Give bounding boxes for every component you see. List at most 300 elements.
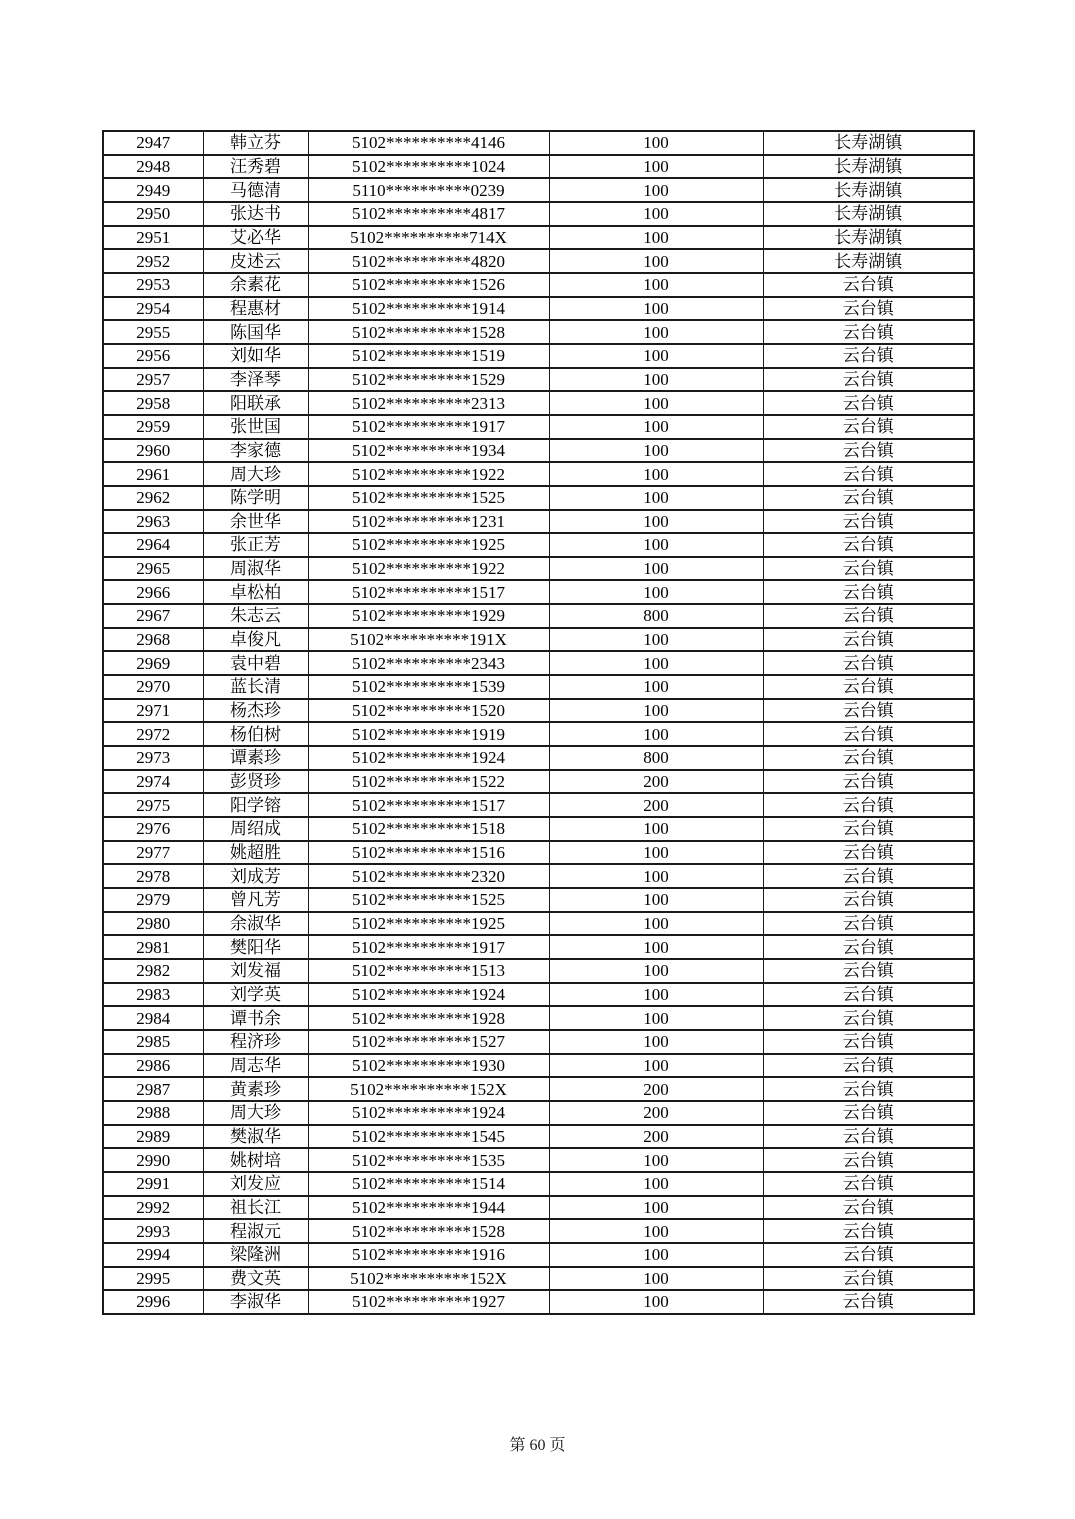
serial-number-cell: 2992: [103, 1196, 203, 1220]
id-number-cell: 5102**********1922: [308, 557, 549, 581]
amount-cell: 100: [549, 533, 763, 557]
name-cell: 黄素珍: [203, 1077, 308, 1101]
serial-number-cell: 2993: [103, 1219, 203, 1243]
serial-number-cell: 2976: [103, 817, 203, 841]
amount-cell: 100: [549, 415, 763, 439]
serial-number-cell: 2986: [103, 1054, 203, 1078]
serial-number-cell: 2989: [103, 1125, 203, 1149]
name-cell: 张世国: [203, 415, 308, 439]
serial-number-cell: 2978: [103, 864, 203, 888]
id-number-cell: 5102**********1944: [308, 1196, 549, 1220]
name-cell: 谭素珍: [203, 746, 308, 770]
amount-cell: 100: [549, 249, 763, 273]
table-row: [103, 817, 974, 841]
name-cell: 韩立芬: [203, 131, 308, 155]
serial-number-cell: 2956: [103, 344, 203, 368]
table-row: [103, 486, 974, 510]
town-cell: 云台镇: [763, 391, 974, 415]
table-row: [103, 249, 974, 273]
table-row: [103, 959, 974, 983]
name-cell: 皮述云: [203, 249, 308, 273]
amount-cell: 100: [549, 297, 763, 321]
name-cell: 梁隆洲: [203, 1243, 308, 1267]
id-number-cell: 5102**********1916: [308, 1243, 549, 1267]
town-cell: 云台镇: [763, 1148, 974, 1172]
amount-cell: 100: [549, 557, 763, 581]
id-number-cell: 5102**********1525: [308, 486, 549, 510]
id-number-cell: 5102**********1934: [308, 439, 549, 463]
id-number-cell: 5102**********1930: [308, 1054, 549, 1078]
town-cell: 云台镇: [763, 462, 974, 486]
name-cell: 周志华: [203, 1054, 308, 1078]
table-row: [103, 178, 974, 202]
id-number-cell: 5102**********191X: [308, 628, 549, 652]
id-number-cell: 5102**********1917: [308, 415, 549, 439]
town-cell: 云台镇: [763, 320, 974, 344]
serial-number-cell: 2949: [103, 178, 203, 202]
town-cell: 云台镇: [763, 486, 974, 510]
name-cell: 费文英: [203, 1267, 308, 1291]
table-row: [103, 202, 974, 226]
amount-cell: 100: [549, 675, 763, 699]
amount-cell: 100: [549, 1267, 763, 1291]
name-cell: 杨伯树: [203, 722, 308, 746]
amount-cell: 100: [549, 699, 763, 723]
id-number-cell: 5102**********1522: [308, 770, 549, 794]
town-cell: 云台镇: [763, 628, 974, 652]
id-number-cell: 5102**********1927: [308, 1290, 549, 1314]
id-number-cell: 5102**********1928: [308, 1006, 549, 1030]
table-row: [103, 320, 974, 344]
amount-cell: 100: [549, 1030, 763, 1054]
name-cell: 卓俊凡: [203, 628, 308, 652]
amount-cell: 100: [549, 439, 763, 463]
id-number-cell: 5110**********0239: [308, 178, 549, 202]
id-number-cell: 5102**********2320: [308, 864, 549, 888]
table-row: [103, 391, 974, 415]
serial-number-cell: 2959: [103, 415, 203, 439]
amount-cell: 100: [549, 912, 763, 936]
table-row: [103, 368, 974, 392]
name-cell: 张达书: [203, 202, 308, 226]
table-row: [103, 1290, 974, 1314]
serial-number-cell: 2963: [103, 510, 203, 534]
id-number-cell: 5102**********1516: [308, 841, 549, 865]
table-row: [103, 1243, 974, 1267]
town-cell: 云台镇: [763, 1101, 974, 1125]
amount-cell: 100: [549, 1054, 763, 1078]
town-cell: 云台镇: [763, 1172, 974, 1196]
serial-number-cell: 2968: [103, 628, 203, 652]
serial-number-cell: 2971: [103, 699, 203, 723]
serial-number-cell: 2957: [103, 368, 203, 392]
amount-cell: 100: [549, 344, 763, 368]
name-cell: 朱志云: [203, 604, 308, 628]
id-number-cell: 5102**********1535: [308, 1148, 549, 1172]
town-cell: 云台镇: [763, 297, 974, 321]
amount-cell: 100: [549, 888, 763, 912]
amount-cell: 200: [549, 1101, 763, 1125]
id-number-cell: 5102**********1929: [308, 604, 549, 628]
name-cell: 姚树培: [203, 1148, 308, 1172]
table-row: [103, 344, 974, 368]
id-number-cell: 5102**********2313: [308, 391, 549, 415]
name-cell: 蓝长清: [203, 675, 308, 699]
town-cell: 云台镇: [763, 1267, 974, 1291]
serial-number-cell: 2967: [103, 604, 203, 628]
table-row: [103, 864, 974, 888]
table-row: [103, 699, 974, 723]
table-row: [103, 131, 974, 155]
table-row: [103, 557, 974, 581]
id-number-cell: 5102**********1545: [308, 1125, 549, 1149]
serial-number-cell: 2973: [103, 746, 203, 770]
town-cell: 云台镇: [763, 793, 974, 817]
name-cell: 程济珍: [203, 1030, 308, 1054]
name-cell: 陈国华: [203, 320, 308, 344]
serial-number-cell: 2991: [103, 1172, 203, 1196]
amount-cell: 100: [549, 462, 763, 486]
town-cell: 云台镇: [763, 722, 974, 746]
id-number-cell: 5102**********1231: [308, 510, 549, 534]
id-number-cell: 5102**********1925: [308, 533, 549, 557]
name-cell: 刘学英: [203, 983, 308, 1007]
table-row: [103, 155, 974, 179]
town-cell: 云台镇: [763, 1006, 974, 1030]
id-number-cell: 5102**********1024: [308, 155, 549, 179]
amount-cell: 100: [549, 651, 763, 675]
amount-cell: 100: [549, 1290, 763, 1314]
serial-number-cell: 2965: [103, 557, 203, 581]
id-number-cell: 5102**********1529: [308, 368, 549, 392]
town-cell: 云台镇: [763, 817, 974, 841]
id-number-cell: 5102**********1919: [308, 722, 549, 746]
table-row: [103, 1030, 974, 1054]
id-number-cell: 5102**********1517: [308, 793, 549, 817]
name-cell: 曾凡芳: [203, 888, 308, 912]
id-number-cell: 5102**********1922: [308, 462, 549, 486]
serial-number-cell: 2996: [103, 1290, 203, 1314]
table-row: [103, 793, 974, 817]
name-cell: 袁中碧: [203, 651, 308, 675]
name-cell: 李淑华: [203, 1290, 308, 1314]
serial-number-cell: 2994: [103, 1243, 203, 1267]
name-cell: 余素花: [203, 273, 308, 297]
serial-number-cell: 2966: [103, 580, 203, 604]
town-cell: 长寿湖镇: [763, 178, 974, 202]
amount-cell: 800: [549, 746, 763, 770]
amount-cell: 200: [549, 770, 763, 794]
records-table-body: [103, 131, 974, 1314]
town-cell: 云台镇: [763, 580, 974, 604]
town-cell: 云台镇: [763, 1077, 974, 1101]
serial-number-cell: 2982: [103, 959, 203, 983]
town-cell: 云台镇: [763, 888, 974, 912]
town-cell: 云台镇: [763, 841, 974, 865]
name-cell: 刘成芳: [203, 864, 308, 888]
amount-cell: 100: [549, 580, 763, 604]
table-row: [103, 841, 974, 865]
amount-cell: 200: [549, 793, 763, 817]
amount-cell: 100: [549, 935, 763, 959]
name-cell: 周淑华: [203, 557, 308, 581]
id-number-cell: 5102**********152X: [308, 1267, 549, 1291]
amount-cell: 100: [549, 202, 763, 226]
amount-cell: 100: [549, 131, 763, 155]
name-cell: 樊淑华: [203, 1125, 308, 1149]
town-cell: 云台镇: [763, 344, 974, 368]
name-cell: 程淑元: [203, 1219, 308, 1243]
amount-cell: 100: [549, 178, 763, 202]
table-row: [103, 651, 974, 675]
town-cell: 云台镇: [763, 439, 974, 463]
serial-number-cell: 2990: [103, 1148, 203, 1172]
table-row: [103, 462, 974, 486]
page-number-footer: 第 60 页: [509, 1437, 566, 1454]
amount-cell: 100: [549, 368, 763, 392]
table-row: [103, 770, 974, 794]
serial-number-cell: 2950: [103, 202, 203, 226]
id-number-cell: 5102**********1527: [308, 1030, 549, 1054]
amount-cell: 800: [549, 604, 763, 628]
name-cell: 李泽琴: [203, 368, 308, 392]
serial-number-cell: 2985: [103, 1030, 203, 1054]
name-cell: 程惠材: [203, 297, 308, 321]
amount-cell: 100: [549, 320, 763, 344]
name-cell: 刘发福: [203, 959, 308, 983]
town-cell: 云台镇: [763, 1054, 974, 1078]
serial-number-cell: 2975: [103, 793, 203, 817]
name-cell: 周大珍: [203, 462, 308, 486]
name-cell: 卓松柏: [203, 580, 308, 604]
amount-cell: 100: [549, 722, 763, 746]
serial-number-cell: 2960: [103, 439, 203, 463]
serial-number-cell: 2970: [103, 675, 203, 699]
town-cell: 长寿湖镇: [763, 202, 974, 226]
id-number-cell: 5102**********1513: [308, 959, 549, 983]
name-cell: 周绍成: [203, 817, 308, 841]
town-cell: 云台镇: [763, 983, 974, 1007]
name-cell: 余淑华: [203, 912, 308, 936]
table-row: [103, 510, 974, 534]
id-number-cell: 5102**********714X: [308, 226, 549, 250]
table-row: [103, 1196, 974, 1220]
name-cell: 刘发应: [203, 1172, 308, 1196]
town-cell: 云台镇: [763, 557, 974, 581]
name-cell: 谭书余: [203, 1006, 308, 1030]
name-cell: 周大珍: [203, 1101, 308, 1125]
serial-number-cell: 2980: [103, 912, 203, 936]
table-row: [103, 273, 974, 297]
table-row: [103, 1172, 974, 1196]
town-cell: 云台镇: [763, 959, 974, 983]
serial-number-cell: 2953: [103, 273, 203, 297]
town-cell: 云台镇: [763, 368, 974, 392]
id-number-cell: 5102**********1924: [308, 983, 549, 1007]
table-row: [103, 888, 974, 912]
amount-cell: 100: [549, 510, 763, 534]
id-number-cell: 5102**********4820: [308, 249, 549, 273]
table-row: [103, 628, 974, 652]
table-row: [103, 297, 974, 321]
id-number-cell: 5102**********1914: [308, 297, 549, 321]
name-cell: 张正芳: [203, 533, 308, 557]
table-row: [103, 675, 974, 699]
amount-cell: 200: [549, 1077, 763, 1101]
amount-cell: 100: [549, 155, 763, 179]
amount-cell: 100: [549, 1148, 763, 1172]
amount-cell: 200: [549, 1125, 763, 1149]
serial-number-cell: 2974: [103, 770, 203, 794]
name-cell: 樊阳华: [203, 935, 308, 959]
town-cell: 云台镇: [763, 912, 974, 936]
town-cell: 云台镇: [763, 651, 974, 675]
id-number-cell: 5102**********2343: [308, 651, 549, 675]
amount-cell: 100: [549, 1219, 763, 1243]
table-row: [103, 1077, 974, 1101]
id-number-cell: 5102**********4817: [308, 202, 549, 226]
id-number-cell: 5102**********1517: [308, 580, 549, 604]
town-cell: 云台镇: [763, 935, 974, 959]
table-row: [103, 1125, 974, 1149]
name-cell: 祖长江: [203, 1196, 308, 1220]
serial-number-cell: 2972: [103, 722, 203, 746]
serial-number-cell: 2951: [103, 226, 203, 250]
table-row: [103, 983, 974, 1007]
table-row: [103, 722, 974, 746]
town-cell: 云台镇: [763, 1219, 974, 1243]
table-row: [103, 1267, 974, 1291]
amount-cell: 100: [549, 1172, 763, 1196]
id-number-cell: 5102**********1924: [308, 1101, 549, 1125]
id-number-cell: 5102**********1514: [308, 1172, 549, 1196]
serial-number-cell: 2954: [103, 297, 203, 321]
serial-number-cell: 2948: [103, 155, 203, 179]
serial-number-cell: 2977: [103, 841, 203, 865]
amount-cell: 100: [549, 817, 763, 841]
town-cell: 云台镇: [763, 699, 974, 723]
id-number-cell: 5102**********1526: [308, 273, 549, 297]
serial-number-cell: 2962: [103, 486, 203, 510]
table-row: [103, 1054, 974, 1078]
amount-cell: 100: [549, 486, 763, 510]
town-cell: 云台镇: [763, 604, 974, 628]
id-number-cell: 5102**********4146: [308, 131, 549, 155]
amount-cell: 100: [549, 1006, 763, 1030]
amount-cell: 100: [549, 628, 763, 652]
id-number-cell: 5102**********1917: [308, 935, 549, 959]
town-cell: 长寿湖镇: [763, 155, 974, 179]
amount-cell: 100: [549, 983, 763, 1007]
name-cell: 马德清: [203, 178, 308, 202]
serial-number-cell: 2947: [103, 131, 203, 155]
town-cell: 云台镇: [763, 533, 974, 557]
name-cell: 刘如华: [203, 344, 308, 368]
town-cell: 云台镇: [763, 415, 974, 439]
town-cell: 云台镇: [763, 1125, 974, 1149]
id-number-cell: 5102**********1528: [308, 320, 549, 344]
name-cell: 艾必华: [203, 226, 308, 250]
name-cell: 杨杰珍: [203, 699, 308, 723]
name-cell: 余世华: [203, 510, 308, 534]
records-table: [102, 130, 975, 1315]
id-number-cell: 5102**********1925: [308, 912, 549, 936]
town-cell: 云台镇: [763, 510, 974, 534]
serial-number-cell: 2958: [103, 391, 203, 415]
id-number-cell: 5102**********1519: [308, 344, 549, 368]
id-number-cell: 5102**********1518: [308, 817, 549, 841]
amount-cell: 100: [549, 841, 763, 865]
table-row: [103, 226, 974, 250]
serial-number-cell: 2995: [103, 1267, 203, 1291]
serial-number-cell: 2983: [103, 983, 203, 1007]
table-row: [103, 1219, 974, 1243]
table-row: [103, 1148, 974, 1172]
name-cell: 汪秀碧: [203, 155, 308, 179]
town-cell: 云台镇: [763, 746, 974, 770]
serial-number-cell: 2979: [103, 888, 203, 912]
amount-cell: 100: [549, 273, 763, 297]
serial-number-cell: 2961: [103, 462, 203, 486]
id-number-cell: 5102**********1520: [308, 699, 549, 723]
town-cell: 云台镇: [763, 1290, 974, 1314]
serial-number-cell: 2964: [103, 533, 203, 557]
table-row: [103, 1006, 974, 1030]
town-cell: 云台镇: [763, 1243, 974, 1267]
town-cell: 长寿湖镇: [763, 226, 974, 250]
amount-cell: 100: [549, 391, 763, 415]
serial-number-cell: 2981: [103, 935, 203, 959]
serial-number-cell: 2988: [103, 1101, 203, 1125]
serial-number-cell: 2969: [103, 651, 203, 675]
serial-number-cell: 2952: [103, 249, 203, 273]
table-row: [103, 533, 974, 557]
serial-number-cell: 2984: [103, 1006, 203, 1030]
amount-cell: 100: [549, 864, 763, 888]
table-row: [103, 439, 974, 463]
id-number-cell: 5102**********1525: [308, 888, 549, 912]
name-cell: 阳联承: [203, 391, 308, 415]
name-cell: 陈学明: [203, 486, 308, 510]
table-row: [103, 580, 974, 604]
amount-cell: 100: [549, 1243, 763, 1267]
town-cell: 云台镇: [763, 864, 974, 888]
name-cell: 姚超胜: [203, 841, 308, 865]
table-row: [103, 604, 974, 628]
amount-cell: 100: [549, 1196, 763, 1220]
table-row: [103, 746, 974, 770]
id-number-cell: 5102**********152X: [308, 1077, 549, 1101]
town-cell: 云台镇: [763, 1196, 974, 1220]
amount-cell: 100: [549, 959, 763, 983]
name-cell: 彭贤珍: [203, 770, 308, 794]
name-cell: 李家德: [203, 439, 308, 463]
serial-number-cell: 2987: [103, 1077, 203, 1101]
town-cell: 云台镇: [763, 675, 974, 699]
town-cell: 云台镇: [763, 770, 974, 794]
table-row: [103, 1101, 974, 1125]
serial-number-cell: 2955: [103, 320, 203, 344]
table-row: [103, 935, 974, 959]
town-cell: 长寿湖镇: [763, 131, 974, 155]
table-row: [103, 912, 974, 936]
town-cell: 云台镇: [763, 273, 974, 297]
id-number-cell: 5102**********1539: [308, 675, 549, 699]
town-cell: 云台镇: [763, 1030, 974, 1054]
name-cell: 阳学镕: [203, 793, 308, 817]
id-number-cell: 5102**********1528: [308, 1219, 549, 1243]
amount-cell: 100: [549, 226, 763, 250]
